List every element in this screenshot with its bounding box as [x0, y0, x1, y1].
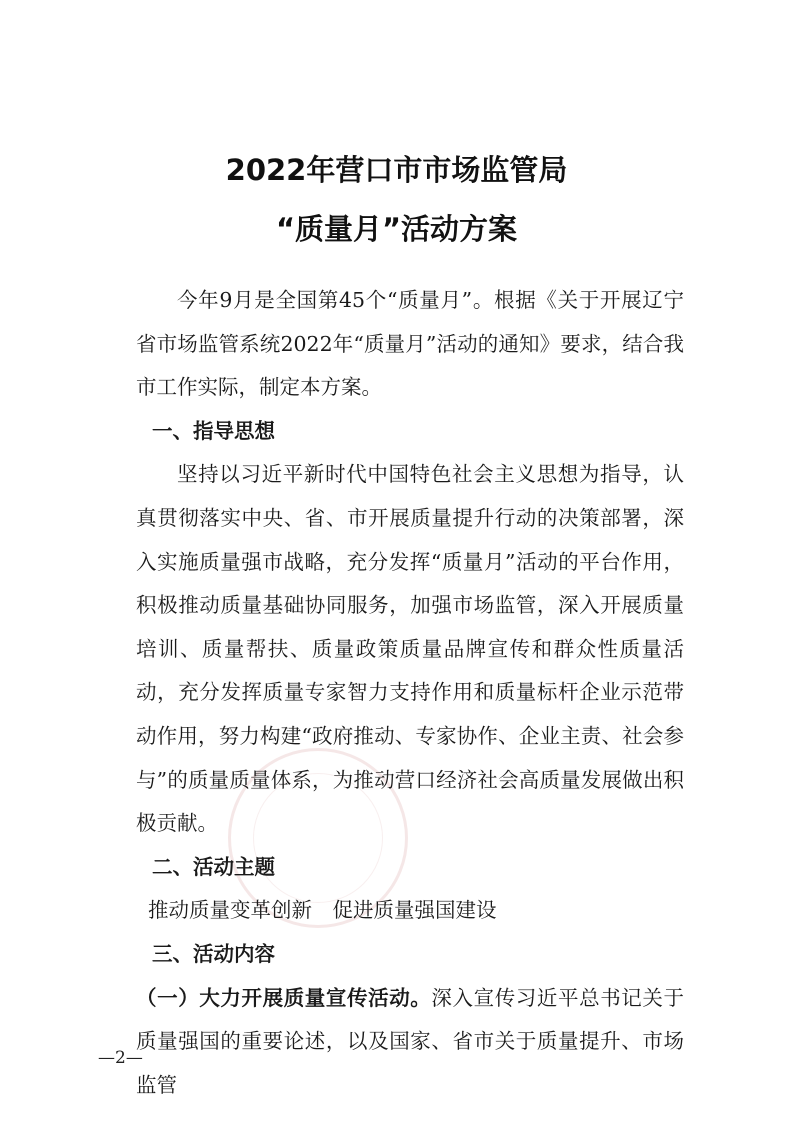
section3-heading: 三、活动内容 [152, 941, 275, 966]
section1-heading: 一、指导思想 [152, 418, 275, 443]
section3-item1-text: 深入宣传习近平总书记关于质量强国的重要论述，以及国家、省市关于质量提升、市场监管 [136, 985, 685, 1097]
document-title-line1: 2022年营口市市场监管局 [225, 153, 568, 187]
section2-theme: 推动质量变革创新 促进质量强国建设 [148, 898, 497, 923]
intro-paragraph: 今年9月是全国第45个“质量月”。根据《关于开展辽宁省市场监管系统2022年“质量月”活动的通知》要求，结合我市工作实际，制定本方案。 [136, 288, 684, 400]
section2-heading: 二、活动主题 [152, 854, 275, 879]
section3-item1-paragraph [136, 977, 684, 1108]
page-number: —2— [98, 1048, 143, 1068]
section3-item1-title: （一）大力开展质量宣传活动。 [136, 985, 432, 1010]
document-title-line2: “质量月”活动方案 [275, 212, 518, 246]
document-body [136, 279, 684, 1107]
section1-paragraph: 坚持以习近平新时代中国特色社会主义思想为指导，认真贯彻落实中央、省、市开展质量提升行动的决策部署，深入实施质量强市战略，充分发挥“质量月”活动的平台作用，积极推动质量基础协同服务，加强市场监管，深入开展质量培训、质量帮扶、质量政策质量品牌宣传和群众性质量活动，充分发挥质量专家智力支持作用和质量标杆企业示范带动作用，努力构建“政府推动、专家协作、企业主责、社会参与”的质量质量体系，为推动营口经济社会高质量发展做出积极贡献。 [136, 462, 684, 836]
